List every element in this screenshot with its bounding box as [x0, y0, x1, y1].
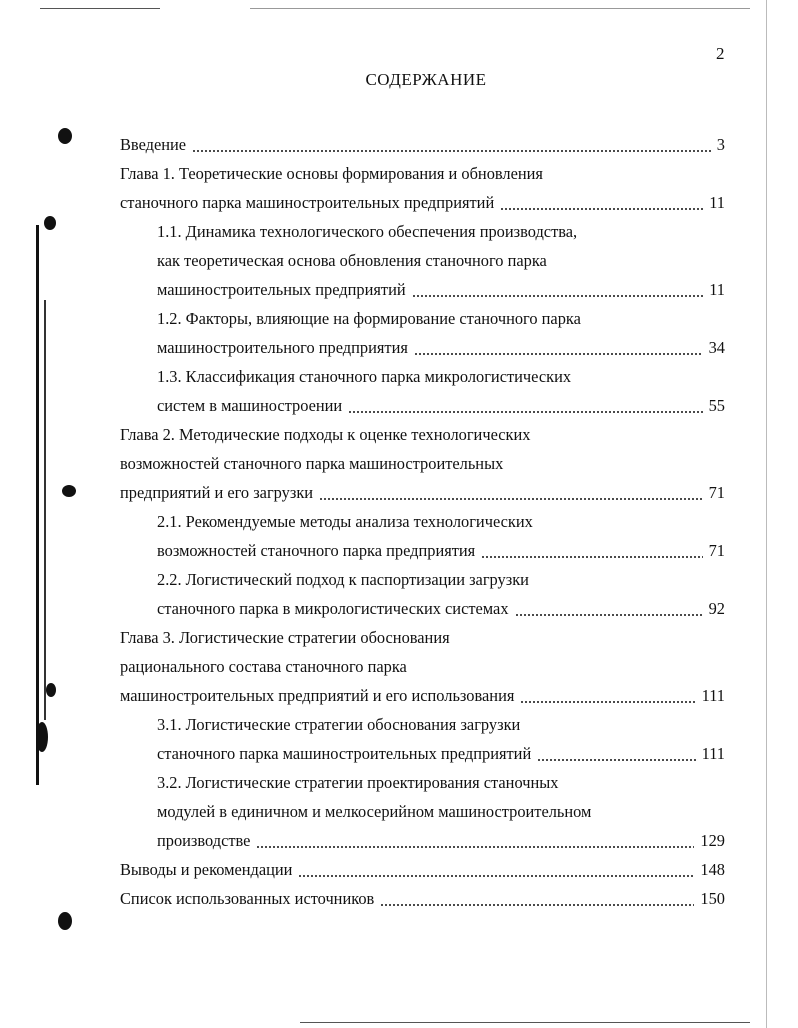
- toc-entry-text: модулей в единичном и мелкосерийном машиностроительном: [157, 802, 592, 821]
- punch-hole-mark: [46, 683, 56, 697]
- toc-entry-text: производстве: [157, 831, 251, 850]
- toc-entry-text: систем в машиностроении: [157, 396, 343, 415]
- toc-entry-text: 2.1. Рекомендуемые методы анализа технологических: [157, 512, 533, 531]
- dot-leader: [481, 540, 702, 562]
- toc-page-number: 92: [708, 599, 725, 618]
- toc-page-number: 111: [701, 686, 725, 705]
- toc-entry-line: [120, 272, 725, 301]
- toc-entry-text: Введение: [120, 135, 187, 154]
- toc-entry-text: станочного парка в микрологистических системах: [157, 599, 509, 618]
- toc-entry-line: [120, 562, 725, 591]
- toc-entry-line: [120, 620, 725, 649]
- toc-entry-text: как теоретическая основа обновления станочного парка: [157, 251, 547, 270]
- dot-leader: [319, 482, 703, 504]
- top-scan-line-2: [250, 8, 750, 9]
- toc-entry-text: 2.2. Логистический подход к паспортизации загрузки: [157, 570, 529, 589]
- toc-entry-text: рационального состава станочного парка: [120, 657, 407, 676]
- binding-edge: [36, 225, 39, 785]
- punch-hole-mark: [58, 128, 72, 144]
- toc-entry-line: [120, 185, 725, 214]
- toc-entry-line: [120, 446, 725, 475]
- toc-page-number: 111: [701, 744, 725, 763]
- toc-entry-line: [120, 127, 725, 156]
- dot-leader: [537, 743, 695, 765]
- toc-entry-text: Глава 2. Методические подходы к оценке технологических: [120, 425, 531, 444]
- bottom-scan-line: [300, 1022, 750, 1023]
- toc-entry-text: 3.2. Логистические стратегии проектирования станочных: [157, 773, 559, 792]
- toc-entry-line: [120, 707, 725, 736]
- toc-page-number: 71: [708, 541, 725, 560]
- right-edge-mark: [766, 0, 767, 1028]
- toc-entry-text: машиностроительных предприятий и его использования: [120, 686, 515, 705]
- page-title: СОДЕРЖАНИЕ: [365, 70, 487, 89]
- toc-entry-line: [120, 330, 725, 359]
- dot-leader: [412, 279, 704, 301]
- dot-leader: [348, 395, 702, 417]
- dot-leader: [192, 134, 711, 156]
- toc-entry-line: [120, 301, 725, 330]
- dot-leader: [380, 888, 694, 910]
- toc-entry-text: 1.2. Факторы, влияющие на формирование станочного парка: [157, 309, 581, 328]
- binding-edge-2: [44, 300, 46, 720]
- page-number: 2: [716, 44, 725, 63]
- toc-entry-line: [120, 156, 725, 185]
- toc-page-number: 71: [708, 483, 725, 502]
- toc-entry-text: предприятий и его загрузки: [120, 483, 314, 502]
- toc-entry-text: 1.3. Классификация станочного парка микрологистических: [157, 367, 572, 386]
- toc-page-number: 3: [716, 135, 725, 154]
- toc-entry-text: станочного парка машиностроительных предприятий: [120, 193, 495, 212]
- toc-entry-line: [120, 649, 725, 678]
- punch-hole-mark: [44, 216, 56, 230]
- punch-hole-mark: [58, 912, 72, 930]
- punch-hole-mark: [36, 722, 48, 752]
- dot-leader: [414, 337, 703, 359]
- toc-entry-line: [120, 736, 725, 765]
- toc-entry-text: 3.1. Логистические стратегии обоснования загрузки: [157, 715, 521, 734]
- table-of-contents: [120, 127, 725, 910]
- dot-leader: [520, 685, 695, 707]
- toc-page-number: 11: [709, 193, 725, 212]
- toc-page-number: 55: [708, 396, 725, 415]
- toc-entry-text: возможностей станочного парка машиностроительных: [120, 454, 504, 473]
- top-scan-line: [40, 8, 160, 9]
- toc-entry-line: [120, 852, 725, 881]
- toc-page-number: 148: [700, 860, 725, 879]
- dot-leader: [500, 192, 703, 214]
- punch-hole-mark: [62, 485, 76, 497]
- toc-entry-text: 1.1. Динамика технологического обеспечения производства,: [157, 222, 578, 241]
- toc-page-number: 150: [700, 889, 725, 908]
- toc-entry-text: станочного парка машиностроительных предприятий: [157, 744, 532, 763]
- toc-entry-line: [120, 475, 725, 504]
- toc-entry-text: машиностроительных предприятий: [157, 280, 406, 299]
- toc-entry-text: Глава 3. Логистические стратегии обоснования: [120, 628, 450, 647]
- toc-entry-line: [120, 823, 725, 852]
- toc-entry-line: [120, 591, 725, 620]
- toc-entry-line: [120, 881, 725, 910]
- toc-entry-text: Глава 1. Теоретические основы формирования и обновления: [120, 164, 543, 183]
- toc-entry-line: [120, 678, 725, 707]
- toc-entry-line: [120, 504, 725, 533]
- toc-page-number: 129: [700, 831, 725, 850]
- toc-entry-line: [120, 359, 725, 388]
- dot-leader: [298, 859, 694, 881]
- toc-entry-line: [120, 533, 725, 562]
- toc-entry-text: Список использованных источников: [120, 889, 375, 908]
- toc-entry-line: [120, 388, 725, 417]
- toc-entry-line: [120, 794, 725, 823]
- toc-page-number: 11: [709, 280, 725, 299]
- toc-entry-text: машиностроительного предприятия: [157, 338, 408, 357]
- toc-page-number: 34: [708, 338, 725, 357]
- toc-entry-line: [120, 243, 725, 272]
- toc-entry-line: [120, 765, 725, 794]
- dot-leader: [515, 598, 703, 620]
- toc-entry-line: [120, 417, 725, 446]
- dot-leader: [256, 830, 694, 852]
- toc-entry-line: [120, 214, 725, 243]
- toc-entry-text: возможностей станочного парка предприятия: [157, 541, 476, 560]
- toc-entry-text: Выводы и рекомендации: [120, 860, 293, 879]
